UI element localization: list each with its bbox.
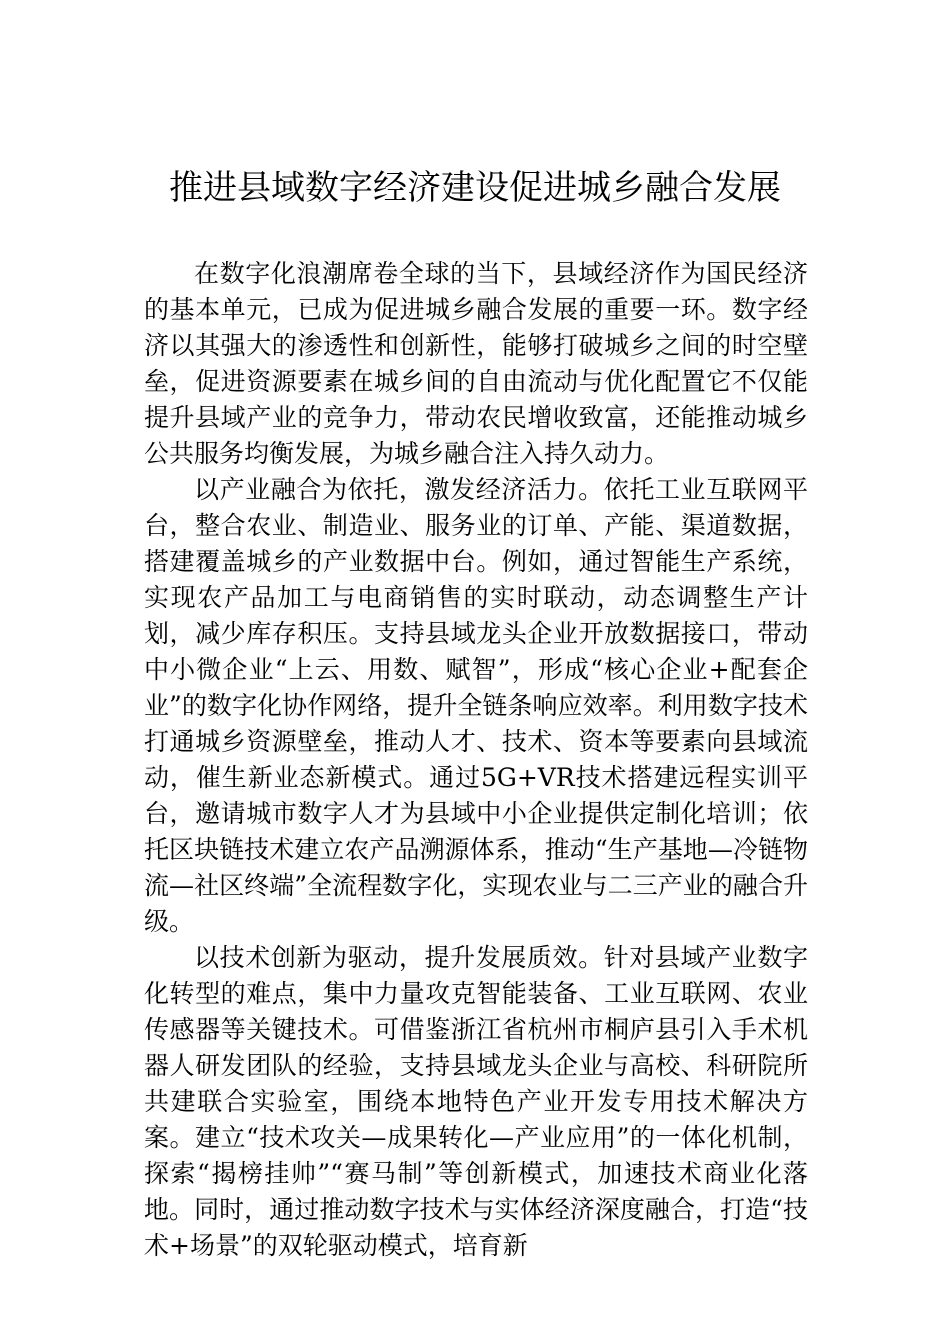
- document-title: 推进县域数字经济建设促进城乡融合发展: [169, 168, 781, 208]
- paragraph-technology-innovation: 以技术创新为驱动，提升发展质效。针对县域产业数字化转型的难点，集中力量攻克智能装备、工业互联网、农业传感器等关键技术。可借鉴浙江省杭州市桐庐县引入手术机器人研发团队的经验，支持县域龙头企业与高校、科研院所共建联合实验室，围绕本地特色产业开发专用技术解决方案。建立“技术攻关—成果转化—产业应用”的一体化机制，探索“揭榜挂帅”“赛马制”等创新模式，加速技术商业化落地。同时，通过推动数字技术与实体经济深度融合，打造“技术+场景”的双轮驱动模式，培育新: [144, 943, 808, 1260]
- paragraph-intro: 在数字化浪潮席卷全球的当下，县域经济作为国民经济的基本单元，已成为促进城乡融合发展的重要一环。数字经济以其强大的渗透性和创新性，能够打破城乡之间的时空壁垒，促进资源要素在城乡间的自由流动与优化配置它不仅能提升县域产业的竞争力，带动农民增收致富，还能推动城乡公共服务均衡发展，为城乡融合注入持久动力。: [144, 259, 808, 468]
- paragraph-industry-integration: 以产业融合为依托，激发经济活力。依托工业互联网平台，整合农业、制造业、服务业的订单、产能、渠道数据，搭建覆盖城乡的产业数据中台。例如，通过智能生产系统，实现农产品加工与电商销售的实时联动，动态调整生产计划，减少库存积压。支持县域龙头企业开放数据接口，带动中小微企业“上云、用数、赋智”，形成“核心企业+配套企业”的数字化协作网络，提升全链条响应效率。利用数字技术打通城乡资源壁垒，推动人才、技术、资本等要素向县域流动，催生新业态新模式。通过5G+VR技术搭建远程实训平台，邀请城市数字人才为县域中小企业提供定制化培训；依托区块链技术建立农产品溯源体系，推动“生产基地—冷链物流—社区终端”全流程数字化，实现农业与二三产业的融合升级。: [144, 475, 808, 936]
- document-body: [144, 256, 808, 1264]
